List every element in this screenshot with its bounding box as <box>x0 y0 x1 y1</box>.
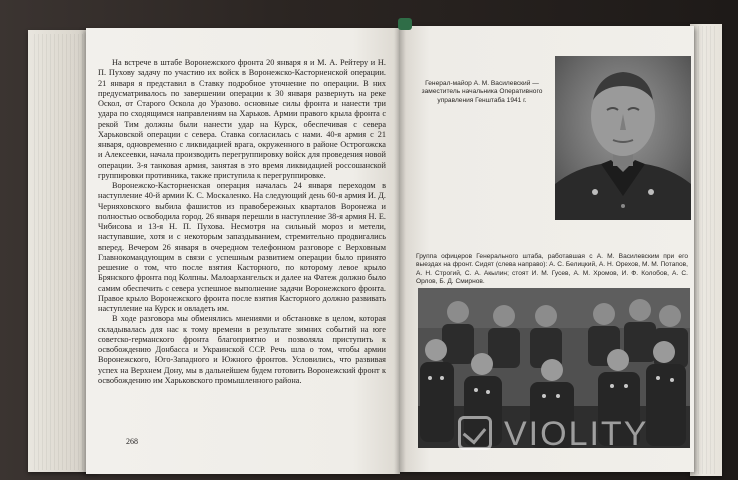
paragraph: На встрече в штабе Воронежского фронта 20 января я и М. А. Рейтеру и Н. П. Пухову задачу по участию их войск в Воронежско-Касторненской операции. 21 января я представил в Ставку подробное уточнение по операции. В них предусматривалось по завершении операции к 30 января развернуть на реке Оскол, от Старого Оскола до Уразово. основные силы фронта и нанести три удара по сходящимся направлениям на Харьков. Армии правого крыла фронта с рекой Тим должны были нанести удар на Курск, обеспечивая с севера Харьковской операции с севера. Ставка согласилась с нами. 40-я армия с 21 января, одновременно с ликвидацией врага, окруженного в районе Острогожска и Алексеевки, начала производить перегруппировку войск для проведения новой операции. 3-я танковая армия, занятая в это время ликвидацией россошанской группировки противника, также приступила к перегруппировке. <box>98 58 386 180</box>
page-number: 268 <box>126 437 138 446</box>
paragraph: В ходе разговора мы обменялись мнениями и обстановке в целом, которая складывалась для нас к тому времени в результате зимних событий на юге советско-германского фронта благоприятно и позволяла приступить к освобождению Донбасса и Украинской ССР. Речь шла о том, чтобы армии Воронежского, Юго-Западного и Южного фронтов. Условились, что развивая успех на Верхнем Дону, мы в дальнейшем будем готовить Воронежский фронт к освобождению им Харьковского промышленного района. <box>98 314 386 385</box>
bookmark-ribbon <box>398 18 412 30</box>
right-page <box>400 26 694 472</box>
watermark-check-icon <box>458 416 492 450</box>
portrait-caption: Генерал-майор А. М. Василевский — заместитель начальника Оперативного управления Генштаба 1941 г. <box>421 80 543 104</box>
watermark <box>458 412 730 456</box>
book-gutter <box>394 26 406 474</box>
left-page <box>86 28 400 474</box>
paragraph: Воронежско-Касторненская операция началась 24 января переходом в наступление 40-й армии К. С. Москаленко. На следующий день 60-я армия И. Д. Черняховского выбила фашистов из правобережных кварталов Воронежа и полностью освободила город. 26 января перешли в наступление 38-я армия Н. Е. Чибисова и 13-я Н. П. Пухова. Несмотря на сильный мороз и метели, наступавшие, хотя и с некоторым запаздыванием, стремительно продвигались вперед. Вечером 26 января в очередном телефонном разговоре с Верховным Главнокомандующим в связи с успешным развитием операции было принято решение о том, что после взятия Касторного, по которому левое крыло Брянского фронта под Колпны. Малоархангельск и далее на Фатеж должно было самим обеспечить с севера успешное выполнение задачи Воронежского фронта. Правое крыло Воронежского фронта после взятия Касторного должно развивать наступление на Курск и овладеть им. <box>98 181 386 313</box>
left-page-text <box>98 58 386 386</box>
portrait-figure <box>555 56 691 220</box>
left-page-edges <box>34 34 92 470</box>
watermark-text: VIOLITY <box>504 415 649 453</box>
right-page-edges <box>694 26 718 474</box>
portrait-photo <box>555 56 691 220</box>
group-photo-caption: Группа офицеров Генерального штаба, работавшая с А. М. Василевским при его выездах на фронт. Сидят (слева направо): А. С. Белицкий, А. Н. Орехов, М. М. Потапов, А. Н. Строгий, С. А. Акылин; стоят И. М. Гусев, А. М. Хромов, И. Ф. Колобов, А. С. Орлов, Б. Д. Смирнов. <box>416 253 688 285</box>
